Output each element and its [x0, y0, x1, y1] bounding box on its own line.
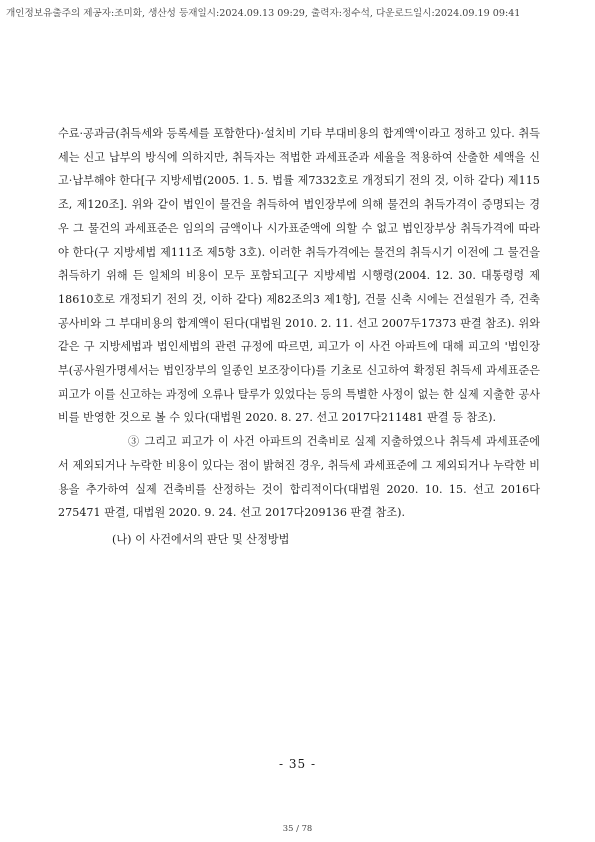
- section-heading: (나) 이 사건에서의 판단 및 산정방법: [112, 532, 290, 546]
- document-header: 개인정보유출주의 제공자:조미화, 생산성 등재일시:2024.09.13 09:29, 출력자:정수석, 다운로드일시:2024.09.19 09:41: [6, 8, 521, 19]
- page-number: - 35 -: [278, 757, 316, 771]
- document-body: [58, 122, 540, 552]
- page-count: 35 / 78: [282, 823, 313, 833]
- body-paragraph: ③ 그리고 피고가 이 사건 아파트의 건축비로 실제 지출하였으나 취득세 과세표준에서 제외되거나 누락한 비용이 있다는 점이 밝혀진 경우, 취득세 과세표준에 그 제외되거나 누락한 비용을 추가하여 실제 건축비를 산정하는 것이 합리적이다(대법원 2020. 10. 15. 선고 2016다275471 판결, 대법원 2020. 9. 24. 선고 2017다209136 판결 참조).: [58, 435, 540, 520]
- body-paragraph: 수료·공과금(취득세와 등록세를 포함한다)·설치비 기타 부대비용의 합계액'이라고 정하고 있다. 취득세는 신고 납부의 방식에 의하지만, 취득자는 적법한 과세표준과 세율을 적용하여 산출한 세액을 신고·납부해야 한다[구 지방세법(2005. 1. 5. 법률 제7332호로 개정되기 전의 것, 이하 같다) 제115조, 제120조]. 위와 같이 법인이 물건을 취득하여 법인장부에 의해 물건의 취득가격이 증명되는 경우 그 물건의 과세표준은 임의의 금액이나 시가표준액에 의할 수 없고 법인장부상 취득가격에 따라야 한다(구 지방세법 제111조 제5항 3호). 이러한 취득가격에는 물건의 취득시기 이전에 그 물건을 취득하기 위해 든 일체의 비용이 모두 포함되고[구 지방세법 시행령(2004. 12. 30. 대통령령 제18610호로 개정되기 전의 것, 이하 같다) 제82조의3 제1항], 건물 신축 시에는 건설원가 즉, 건축공사비와 그 부대비용의 합계액이 된다(대법원 2010. 2. 11. 선고 2007두17373 판결 참조). 위와 같은 구 지방세법과 법인세법의 관련 규정에 따르면, 피고가 이 사건 아파트에 대해 피고의 '법인장부(공사원가명세서는 법인장부의 일종인 보조장이다)를 기초로 신고하여 확정된 취득세 과세표준은 피고가 이를 신고하는 과정에 오류나 탈루가 있었다는 등의 특별한 사정이 없는 한 실제 지출한 공사비를 반영한 것으로 볼 수 있다(대법원 2020. 8. 27. 선고 2017다211481 판결 등 참조).: [58, 127, 540, 425]
